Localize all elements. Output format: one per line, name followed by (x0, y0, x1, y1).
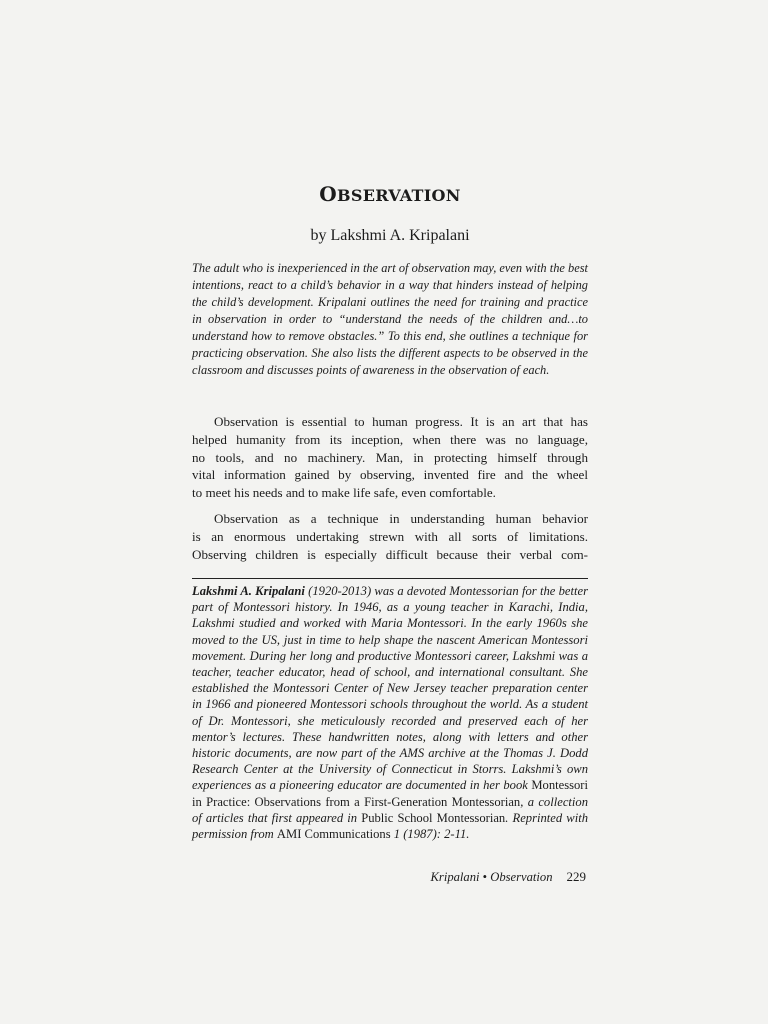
body-line: to meet his needs and to make life safe, even comfortable. (192, 485, 496, 501)
author-bio (192, 583, 588, 842)
bio-text: , a collection of articles that first appeared in (192, 794, 588, 825)
abstract: The adult who is inexperienced in the art of observation may, even with the best intentions, react to a child’s behavior in a way that hinders instead of helping the child’s development. Kripalani outlines the need for training and practice in observation in order to “understand the needs of the children and…to understand how to remove obstacles.” To this end, she outlines a technique for practicing observation. She also lists the different aspects to be observed in the classroom and discusses points of awareness in the observation of each. (192, 261, 588, 377)
bio-text: . Reprinted with permission from (192, 810, 589, 842)
footer-title: Observation (490, 870, 553, 884)
bio-author-name: Lakshmi A. Kripalani (192, 584, 305, 598)
running-footer (431, 869, 586, 885)
body-line: no tools, and no machinery. Man, in protecting himself through (192, 449, 588, 465)
title-rest: BSERVATION (337, 186, 461, 205)
bio-text: 1 (1987): 2-11. (390, 827, 470, 842)
body-line: helped humanity from its inception, when there was no language, (192, 431, 588, 447)
byline: by Lakshmi A. Kripalani (310, 227, 470, 244)
footer-author: Kripalani (430, 870, 480, 884)
body-line: Observing children is especially difficult because their verbal com- (192, 546, 588, 562)
title-initial: O (319, 182, 338, 206)
body-paragraph-2 (192, 510, 588, 563)
body-line: Observation is essential to human progress. It is an art that has (214, 414, 588, 429)
body-line: vital information gained by observing, invented fire and the wheel (192, 467, 588, 483)
body-line: Observation as a technique in understanding human behavior (214, 511, 588, 526)
body-line: is an enormous undertaking strewn with all sorts of limitations. (192, 528, 588, 544)
bio-source: AMI Communications (276, 827, 391, 842)
page-number: 229 (566, 869, 586, 884)
bio-book-title: Montessori in Practice: Observations from a First-Generation Montessorian (192, 778, 588, 809)
footer-separator: • (479, 870, 491, 884)
body-paragraph-1 (192, 413, 588, 502)
bio-text: (1920-2013) was a devoted Montessorian for the better part of Montessori history. In 1946, as a young teacher in Karachi, India, Lakshmi studied and worked with Maria Montessori. In the early 1960s she moved to the US, just in time to help shape the nascent American Montessori movement. During her long and productive Montessori career, Lakshmi was a teacher, teacher educator, head of school, and international consultant. She established the Montessori Center of New Jersey teacher preparation center in 1966 and pioneered Montessori schools throughout the world. As a student of Dr. Montessori, she meticulously recorded and preserved each of her mentor’s lectures. These handwritten notes, along with letters and other historic documents, are now part of the AMS archive at the Thomas J. Dodd Research Center at the University of Connecticut in Storrs. Lakshmi’s own experiences as a pioneering educator are documented in her book (192, 584, 589, 793)
article-title (0, 182, 768, 206)
bio-periodical: Public School Montessorian (361, 810, 506, 825)
footnote-divider (192, 578, 588, 579)
